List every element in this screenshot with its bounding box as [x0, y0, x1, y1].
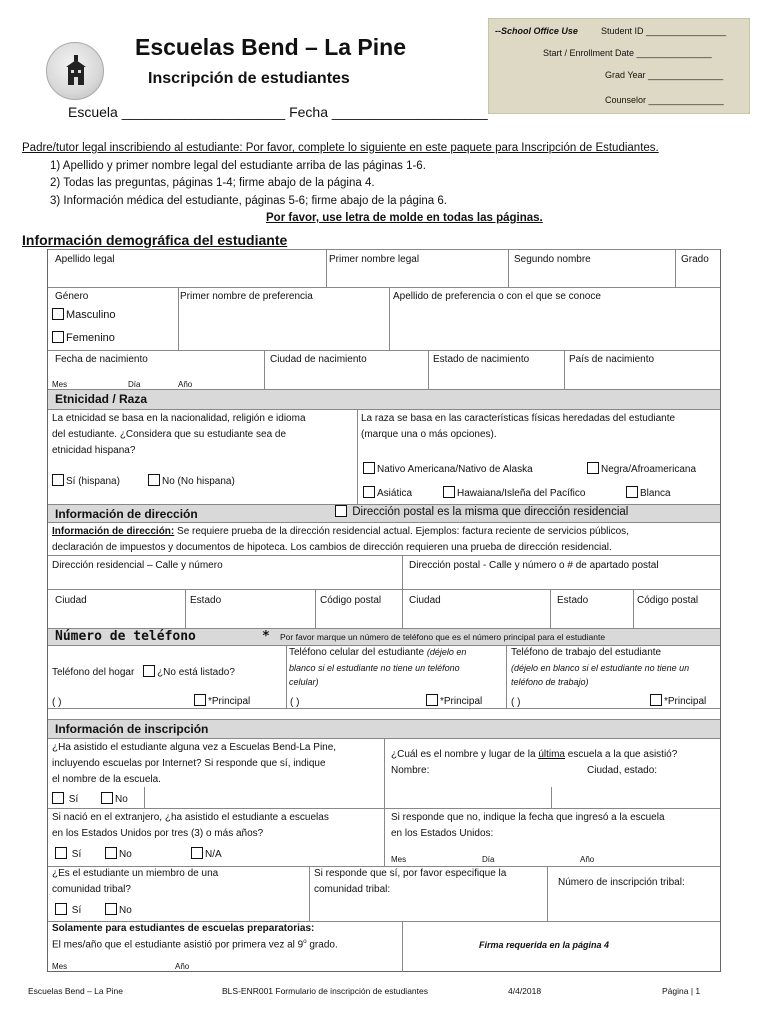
cell-phone-label: Teléfono celular del estudiante (déjelo en — [289, 647, 467, 658]
home-principal-checkbox[interactable] — [194, 694, 206, 706]
tribal-member-question: ¿Es el estudiante un miembro de una — [52, 868, 219, 879]
cell-phone-note: blanco si el estudiante no tiene un teléfono — [289, 663, 460, 673]
us-entry-question: Si responde que no, indique la fecha que ingresó a la escuela — [391, 812, 665, 823]
last-school-name-label: Nombre: — [391, 765, 430, 776]
residential-address-label: Dirección residencial – Calle y número — [52, 560, 223, 571]
hawaiian-checkbox[interactable] — [443, 486, 455, 498]
entry-month-label: Mes — [391, 855, 407, 864]
page-subtitle: Inscripción de estudiantes — [148, 70, 350, 87]
school-date-line[interactable]: Escuela _____________________ Fecha ____________________ — [68, 104, 488, 120]
last-school-question: ¿Cuál es el nombre y lugar de la última escuela a la que asistió? — [391, 749, 678, 760]
race-native-option[interactable]: Nativo Americana/Nativo de Alaska — [363, 462, 533, 475]
print-note: Por favor, use letra de molde en todas las páginas. — [266, 212, 543, 224]
gender-male-option[interactable]: Masculino — [52, 308, 116, 321]
cell-phone-field[interactable]: ( ) — [290, 697, 300, 708]
hispanic-no-checkbox[interactable] — [148, 474, 160, 486]
work-principal-checkbox[interactable] — [650, 694, 662, 706]
home-principal-option[interactable]: *Principal — [194, 694, 250, 707]
footer-date: 4/4/2018 — [508, 986, 542, 996]
footer-page-number: Página | 1 — [662, 986, 701, 996]
race-description: La raza se basa en las características físicas heredadas del estudiante — [361, 413, 676, 424]
middle-name-label: Segundo nombre — [514, 254, 591, 265]
signature-note: Firma requerida en la página 4 — [479, 940, 610, 950]
us-yes-option[interactable]: Sí — [55, 847, 81, 860]
address-info-text: Se requiere prueba de la dirección residencial actual. Ejemplos: factura reciente de servicios públicos, — [174, 526, 629, 537]
schoolhouse-icon — [64, 55, 88, 87]
race-asian-option[interactable]: Asiática — [363, 486, 412, 499]
tribal-enrollment-number-label: Número de inscripción tribal: — [558, 877, 685, 888]
footer-district: Escuelas Bend – La Pine — [28, 986, 123, 996]
preferred-first-name-label: Primer nombre de preferencia — [180, 291, 313, 302]
hispanic-yes-checkbox[interactable] — [52, 474, 64, 486]
race-white-option[interactable]: Blanca — [626, 486, 671, 499]
res-zip-label: Código postal — [320, 595, 382, 606]
prior-attendance-question: incluyendo escuelas por Internet? Si responde que sí, indique — [52, 758, 326, 769]
tribal-no-option[interactable]: No — [105, 903, 132, 916]
same-mailing-option[interactable]: Dirección postal es la misma que dirección residencial — [335, 505, 628, 518]
res-state-label: Estado — [190, 595, 222, 606]
cell-principal-checkbox[interactable] — [426, 694, 438, 706]
instruction-item: 3) Información médica del estudiante, páginas 5-6; firme abajo de la página 6. — [50, 194, 447, 207]
race-black-option[interactable]: Negra/Afroamericana — [587, 462, 696, 475]
hispanic-yes-option[interactable]: Sí (hispana) — [52, 474, 120, 487]
us-na-checkbox[interactable] — [191, 847, 203, 859]
same-mailing-checkbox[interactable] — [335, 505, 347, 517]
page-title: Escuelas Bend – La Pine — [135, 34, 407, 60]
tribal-community-question: Si responde que sí, por favor especifique la — [314, 868, 507, 879]
prior-yes-checkbox[interactable] — [52, 792, 64, 804]
us-na-option[interactable]: N/A — [191, 847, 222, 860]
home-phone-field[interactable]: ( ) — [52, 697, 62, 708]
phone-note: Por favor marque un número de teléfono que es el número principal para el estudiante — [280, 632, 606, 642]
gender-female-option[interactable]: Femenino — [52, 331, 115, 344]
tribal-member-question: comunidad tribal? — [52, 884, 131, 895]
work-phone-note: teléfono de trabajo) — [511, 677, 589, 687]
mailing-address-label: Dirección postal - Calle y número o # de apartado postal — [409, 560, 659, 571]
white-checkbox[interactable] — [626, 486, 638, 498]
prior-attendance-question: ¿Ha asistido el estudiante alguna vez a Escuelas Bend-La Pine, — [52, 742, 337, 753]
grad-year-field[interactable]: Grad Year _______________ — [605, 70, 724, 80]
home-phone-label: Teléfono del hogar ¿No está listado? — [52, 667, 235, 678]
mail-state-label: Estado — [557, 595, 589, 606]
footer-form-id: BLS-ENR001 Formulario de inscripción de estudiantes — [222, 986, 428, 996]
birth-country-label: País de nacimiento — [569, 354, 655, 365]
student-id-field[interactable]: Student ID ________________ — [601, 26, 727, 36]
cell-phone-note: celular) — [289, 677, 319, 687]
race-hawaiian-option[interactable]: Hawaiana/Isleña del Pacífico — [443, 486, 585, 499]
dob-day-label: Día — [128, 380, 141, 389]
ethnicity-section-title: Etnicidad / Raza — [55, 392, 148, 406]
black-checkbox[interactable] — [587, 462, 599, 474]
entry-year-label: Año — [580, 855, 595, 864]
mail-zip-label: Código postal — [637, 595, 699, 606]
legal-last-name-label: Apellido legal — [55, 254, 115, 265]
legal-first-name-label: Primer nombre legal — [329, 254, 420, 265]
tribal-yes-option[interactable]: Sí — [55, 903, 81, 916]
prior-attendance-question: el nombre de la escuela. — [52, 774, 161, 785]
us-entry-question: en los Estados Unidos: — [391, 828, 494, 839]
address-section-title: Información de dirección — [55, 507, 198, 521]
us-no-option[interactable]: No — [105, 847, 132, 860]
birth-city-label: Ciudad de nacimiento — [270, 354, 367, 365]
ethnicity-description: del estudiante. ¿Considera que su estudiante sea de — [52, 429, 287, 440]
high-school-title: Solamente para estudiantes de escuelas preparatorias: — [52, 923, 315, 934]
instruction-item: 2) Todas las preguntas, páginas 1-4; firme abajo de la página 4. — [50, 177, 375, 189]
last-school-city-label: Ciudad, estado: — [587, 765, 658, 776]
entry-day-label: Día — [482, 855, 495, 864]
hs-year-label: Año — [175, 962, 190, 971]
unlisted-checkbox[interactable] — [143, 665, 155, 677]
office-use-box — [488, 18, 750, 114]
work-phone-label: Teléfono de trabajo del estudiante — [511, 647, 662, 658]
address-info — [52, 526, 629, 537]
ethnicity-description: etnicidad hispana? — [52, 445, 136, 456]
prior-yes-option[interactable]: Sí — [52, 792, 78, 805]
asian-checkbox[interactable] — [363, 486, 375, 498]
work-principal-option[interactable]: *Principal — [650, 694, 706, 707]
preferred-last-name-label: Apellido de preferencia o con el que se conoce — [393, 291, 601, 302]
phone-asterisk: * — [262, 629, 270, 644]
native-checkbox[interactable] — [363, 462, 375, 474]
enrollment-section-title: Información de inscripción — [55, 722, 209, 736]
mail-city-label: Ciudad — [409, 595, 441, 606]
dob-year-label: Año — [178, 380, 193, 389]
dob-month-label: Mes — [52, 380, 68, 389]
us-yes-checkbox[interactable] — [55, 847, 67, 859]
instruction-item: 1) Apellido y primer nombre legal del estudiante arriba de las páginas 1-6. — [50, 159, 426, 172]
ethnicity-header-bg — [48, 389, 720, 409]
tribal-no-checkbox[interactable] — [105, 903, 117, 915]
ethnicity-description: La etnicidad se basa en la nacionalidad, religión e idioma — [52, 413, 306, 424]
us-schools-question: en los Estados Unidos por tres (3) o más años? — [52, 828, 264, 839]
race-description: (marque una o más opciones). — [361, 429, 497, 440]
prior-no-checkbox[interactable] — [101, 792, 113, 804]
hs-month-label: Mes — [52, 962, 68, 971]
gender-label: Género — [55, 291, 89, 302]
high-school-text: El mes/año que el estudiante asistió por primera vez al 9$^o$ grado. — [52, 939, 338, 951]
prior-no-option[interactable]: No — [101, 792, 128, 805]
hispanic-no-option[interactable]: No (No hispana) — [148, 474, 235, 487]
address-info-label: Información de dirección: — [52, 526, 175, 537]
school-logo — [46, 42, 104, 100]
demographics-title: Información demográfica del estudiante — [22, 232, 288, 248]
us-schools-question: Si nació en el extranjero, ¿ha asistido el estudiante a escuelas — [52, 812, 329, 823]
female-checkbox[interactable] — [52, 331, 64, 343]
cell-principal-option[interactable]: *Principal — [426, 694, 482, 707]
office-use-title: --School Office Use — [495, 26, 578, 36]
grade-label: Grado — [681, 254, 709, 265]
male-checkbox[interactable] — [52, 308, 64, 320]
work-phone-field[interactable]: ( ) — [511, 697, 521, 708]
phone-section-title: Número de teléfono — [55, 629, 196, 644]
start-date-field[interactable]: Start / Enrollment Date _______________ — [543, 48, 712, 58]
counselor-field[interactable]: Counselor _______________ — [605, 95, 724, 105]
dob-label: Fecha de nacimiento — [55, 354, 148, 365]
tribal-yes-checkbox[interactable] — [55, 903, 67, 915]
address-info-text: declaración de impuestos y documentos de hipoteca. Los cambios de dirección requieren una prueba de dirección residencial. — [52, 542, 612, 553]
instructions-heading: Padre/tutor legal inscribiendo al estudiante: Por favor, complete lo siguiente en este paquete para Inscripción de Estudiantes. — [22, 142, 659, 154]
instructions — [22, 140, 659, 227]
res-city-label: Ciudad — [55, 595, 87, 606]
us-no-checkbox[interactable] — [105, 847, 117, 859]
tribal-community-question: comunidad tribal: — [314, 884, 391, 895]
work-phone-note: (déjelo en blanco si el estudiante no tiene un — [511, 663, 690, 673]
birth-state-label: Estado de nacimiento — [433, 354, 530, 365]
